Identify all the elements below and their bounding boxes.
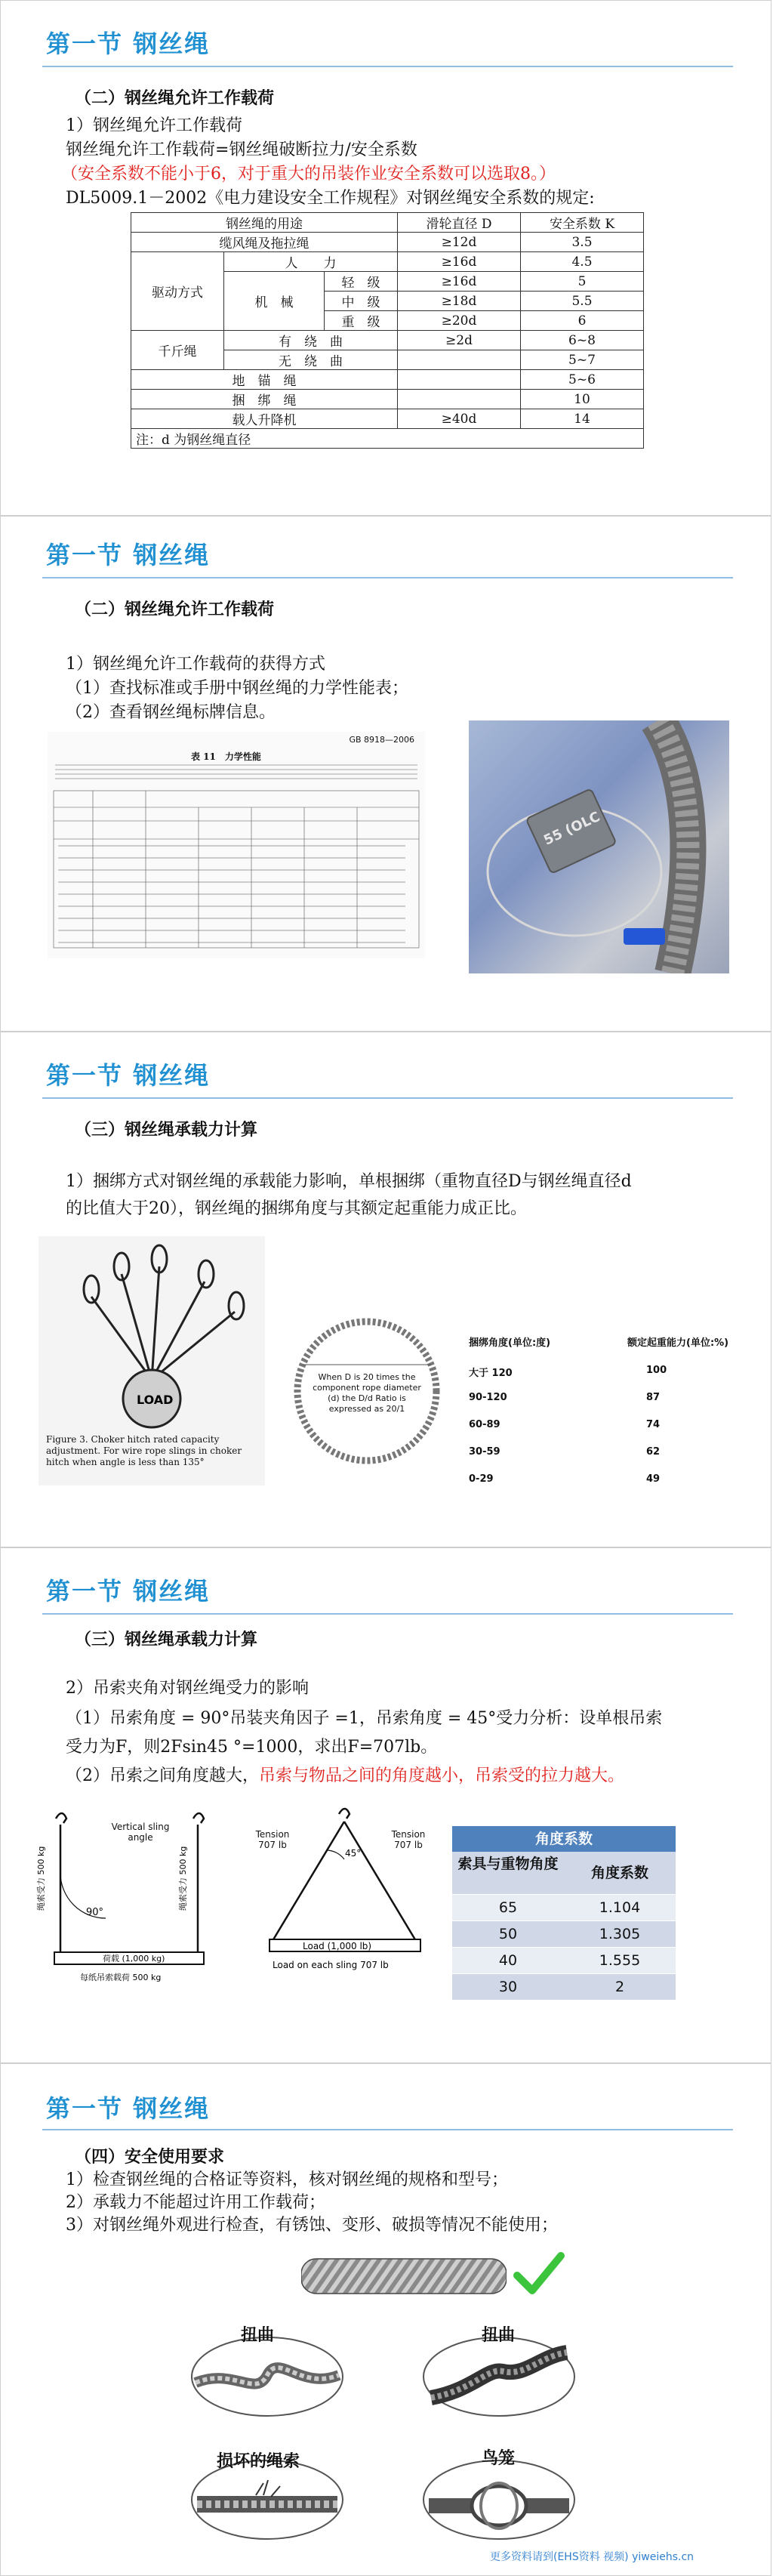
good-rope-image <box>301 2254 507 2298</box>
text-line: （2）查看钢丝绳标牌信息。 <box>66 703 276 722</box>
table-cell: ≥2d <box>398 331 521 350</box>
rope-tag-photo <box>469 720 729 973</box>
table-cell: 10 <box>521 390 644 409</box>
text-span-red: 吊索与物品之间的角度越小，吊索受的拉力越大。 <box>259 1766 625 1785</box>
table-cell <box>398 390 521 409</box>
table-cell: 地 锚 绳 <box>131 370 398 390</box>
table-cell: 重 级 <box>325 311 398 331</box>
bottom-label: Load on each sling 707 lb <box>273 1960 389 1970</box>
angle-table-cell: 100 <box>646 1365 667 1376</box>
angle-coefficient-table <box>452 1826 676 2000</box>
bottom-label: 每纸吊索载荷 500 kg <box>80 1973 162 1982</box>
load-label: LOAD <box>137 1393 174 1407</box>
doc-code: GB 8918—2006 <box>349 735 414 745</box>
angle-table-cell: 62 <box>646 1446 661 1458</box>
side-label: 绳索受力 500 kg <box>178 1846 188 1911</box>
text-line: 2）吊索夹角对钢丝绳受力的影响 <box>66 1679 309 1698</box>
title-divider <box>42 2129 733 2130</box>
choker-hitch-figure <box>38 1236 265 1485</box>
table-cell: ≥40d <box>398 409 521 429</box>
check-icon <box>513 2251 565 2297</box>
standard-table-image <box>48 732 425 958</box>
table-cell: 千斤绳 <box>131 331 224 370</box>
angle-table-cell: 87 <box>646 1392 661 1403</box>
kink-image-1 <box>188 2322 346 2419</box>
table-cell: 人 力 <box>224 252 398 272</box>
title-divider <box>42 1097 733 1099</box>
angle-table-cell: 49 <box>646 1473 661 1485</box>
text-line: 1）检查钢丝绳的合格证等资料，核对钢丝绳的规格和型号； <box>66 2170 508 2189</box>
coef-table-cell: 40 <box>498 1952 518 1969</box>
angle-table-header: 捆绑角度(单位:度) <box>469 1337 551 1349</box>
table-cell: ≥16d <box>398 252 521 272</box>
table-cell: 机 械 <box>224 272 325 331</box>
coef-table-cell: 50 <box>498 1926 518 1942</box>
coef-table-title: 角度系数 <box>452 1826 676 1852</box>
angle-table-cell: 90-120 <box>469 1392 507 1403</box>
tension-right: Tension 707 lb <box>391 1829 426 1850</box>
subtitle: （三）钢丝绳承载力计算 <box>75 1120 258 1140</box>
good-rope-graphic <box>301 2254 507 2298</box>
damage-label: 损坏的绳索 <box>217 2451 300 2471</box>
coef-table-cell: 2 <box>614 1979 625 1995</box>
angle-table-cell: 60-89 <box>469 1419 500 1430</box>
table-cell <box>398 350 521 370</box>
coef-table-header: 角度系数 <box>590 1865 648 1881</box>
title-divider <box>42 577 733 578</box>
text-line: 3）对钢丝绳外观进行检查，有锈蚀、变形、破损等情况不能使用； <box>66 2216 558 2235</box>
angle-table-cell: 大于 120 <box>469 1368 513 1379</box>
coef-table-cell: 1.555 <box>599 1952 641 1969</box>
text-line: 1）捆绑方式对钢丝绳的承载能力影响，单根捆绑（重物直径D与钢丝绳直径d <box>66 1172 632 1191</box>
rope-tag-graphic <box>469 720 729 973</box>
damaged-rope-image <box>188 2445 346 2542</box>
load-label: 荷载 (1,000 kg) <box>103 1954 165 1964</box>
title-divider <box>42 1613 733 1615</box>
birdcage-image <box>420 2445 578 2542</box>
table-cell: 有 绕 曲 <box>224 331 398 350</box>
text-line: 1）钢丝绳允许工作载荷 <box>66 116 242 135</box>
kink-image-2 <box>420 2322 578 2419</box>
table-header: 滑轮直径 D <box>398 213 521 233</box>
angle-table-cell: 74 <box>646 1419 661 1430</box>
text-line: DL5009.1－2002《电力建设安全工作规程》对钢丝绳安全系数的规定: <box>66 189 595 208</box>
section-title: 第一节 钢丝绳 <box>46 2094 211 2123</box>
table-cell: ≥20d <box>398 311 521 331</box>
subtitle: （四）安全使用要求 <box>75 2147 225 2167</box>
slide-2 <box>0 516 771 1032</box>
table-cell: 捆 绑 绳 <box>131 390 398 409</box>
text-line <box>66 1763 624 1786</box>
text-line: 钢丝绳允许工作载荷=钢丝绳破断拉力/安全系数 <box>66 140 417 159</box>
angle-label: 45° <box>345 1848 362 1859</box>
angle-label: 90° <box>86 1907 104 1918</box>
watermark: 更多资料请到(EHS资料 视频) yiweiehs.cn <box>490 2551 694 2563</box>
table-cell: 轻 级 <box>325 272 398 292</box>
figure-caption: Figure 3. Choker hitch rated capacity adjustment. For wire rope slings in choker hitch when angle is less than 135° <box>46 1434 242 1467</box>
table-cell: 6~8 <box>521 331 644 350</box>
damage-label: 扭曲 <box>241 2325 275 2345</box>
text-line: 2）承载力不能超过许用工作载荷； <box>66 2193 325 2212</box>
vertical-label: Vertical sling angle <box>111 1822 170 1843</box>
table-cell: 无 绕 曲 <box>224 350 398 370</box>
subtitle: （二）钢丝绳允许工作载荷 <box>75 88 275 108</box>
doc-caption: 表 11 力学性能 <box>191 751 261 762</box>
table-cell: 6 <box>521 311 644 331</box>
load-label: Load (1,000 lb) <box>303 1941 372 1951</box>
coef-table-cell: 1.104 <box>599 1899 641 1916</box>
text-line: （1）查找标准或手册中钢丝绳的力学性能表； <box>66 679 408 698</box>
tension-left: Tension 707 lb <box>255 1829 290 1850</box>
table-cell: 14 <box>521 409 644 429</box>
table-cell: 驱动方式 <box>131 252 224 331</box>
coef-table-cell: 65 <box>498 1899 518 1916</box>
table-cell: 4.5 <box>521 252 644 272</box>
scanned-table-graphic <box>48 732 425 958</box>
coef-table-header: 索具与重物角度 <box>457 1856 559 1872</box>
text-line: （1）吊索角度 = 90°吊装夹角因子 =1，吊索角度 = 45°受力分析：设单根吊索 <box>66 1709 663 1728</box>
tension-graphic <box>242 1797 446 2001</box>
tag-text: 55 (OLC <box>541 808 603 849</box>
title-divider <box>42 66 733 67</box>
text-line: 受力为F，则2Fsin45 °=1000，求出F=707lb。 <box>66 1738 438 1757</box>
tension-diagram <box>242 1797 446 2001</box>
slide-1 <box>0 0 771 516</box>
safety-factor-table <box>131 212 644 449</box>
table-cell: ≥18d <box>398 292 521 311</box>
table-cell: 缆风绳及拖拉绳 <box>131 233 398 252</box>
table-cell <box>398 370 521 390</box>
text-span: （2）吊索之间角度越大， <box>66 1766 259 1785</box>
choker-hitch-graphic <box>38 1236 265 1433</box>
damage-label: 扭曲 <box>482 2325 516 2345</box>
table-header: 安全系数 K <box>521 213 644 233</box>
table-cell: 中 级 <box>325 292 398 311</box>
table-cell: 5~6 <box>521 370 644 390</box>
table-cell: 载人升降机 <box>131 409 398 429</box>
table-cell: 5.5 <box>521 292 644 311</box>
slide-3 <box>0 1032 771 1547</box>
table-note: 注：d 为钢丝绳直径 <box>131 429 644 449</box>
coef-table-cell: 30 <box>498 1979 518 1995</box>
slide-4 <box>0 1547 771 2063</box>
text-line: 1）钢丝绳允许工作载荷的获得方式 <box>66 655 325 674</box>
vertical-sling-diagram <box>35 1805 231 2001</box>
ratio-text: When D is 20 times the component rope diameter (d) the D/d Ratio is expressed as 20/1 <box>313 1372 421 1414</box>
ratio-diagram <box>280 1312 454 1470</box>
side-label: 绳索受力 500 kg <box>36 1846 46 1911</box>
text-line-red: （安全系数不能小于6，对于重大的吊装作业安全系数可以选取8。） <box>61 165 556 184</box>
text-line: 的比值大于20），钢丝绳的捆绑角度与其额定起重能力成正比。 <box>66 1199 527 1218</box>
coef-table-cell: 1.305 <box>599 1926 641 1942</box>
section-title: 第一节 钢丝绳 <box>46 1061 211 1090</box>
subtitle: （二）钢丝绳允许工作载荷 <box>75 600 275 619</box>
table-cell: 5~7 <box>521 350 644 370</box>
angle-table-cell: 0-29 <box>469 1473 494 1485</box>
subtitle: （三）钢丝绳承载力计算 <box>75 1630 258 1649</box>
table-cell: ≥12d <box>398 233 521 252</box>
table-cell: 3.5 <box>521 233 644 252</box>
slide-5 <box>0 2063 771 2576</box>
section-title: 第一节 钢丝绳 <box>46 1577 211 1606</box>
section-title: 第一节 钢丝绳 <box>46 541 211 569</box>
section-title: 第一节 钢丝绳 <box>46 29 211 58</box>
table-header: 钢丝绳的用途 <box>131 213 398 233</box>
angle-table-header: 额定起重能力(单位:%) <box>627 1337 729 1349</box>
table-cell: ≥16d <box>398 272 521 292</box>
damage-label: 鸟笼 <box>482 2448 516 2468</box>
table-cell: 5 <box>521 272 644 292</box>
angle-table-cell: 30-59 <box>469 1446 500 1458</box>
